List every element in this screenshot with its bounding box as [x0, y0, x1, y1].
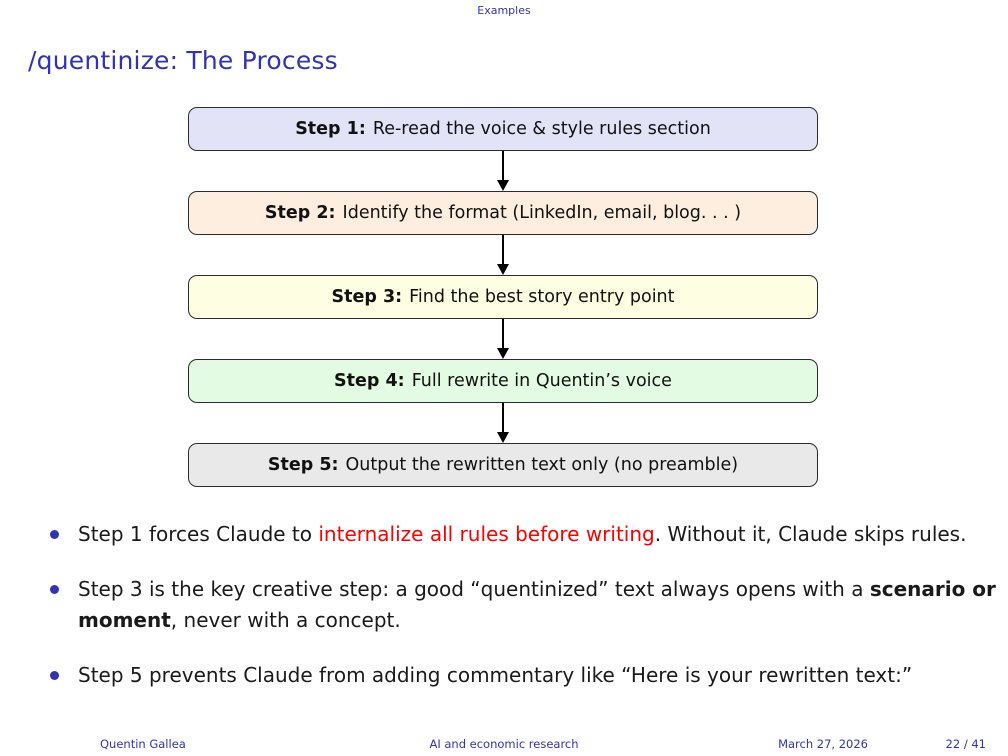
flow-step-4: [188, 359, 818, 403]
step-label: Step 3:: [331, 287, 403, 307]
text-segment: Step 3 is the key creative step: a good “quentinized” text always opens with a: [78, 577, 870, 601]
step-label: Step 1:: [295, 119, 366, 139]
section-header: Examples: [477, 4, 531, 17]
down-arrow-icon: [188, 403, 818, 443]
step-text: Full rewrite in Quentin’s voice: [411, 371, 672, 391]
bullet-marker-icon: [50, 574, 78, 636]
process-flow-diagram: [188, 107, 818, 487]
step-label: Step 5:: [267, 455, 339, 475]
step-label: Step 2:: [264, 203, 336, 223]
arrow-shaft: [502, 151, 504, 181]
arrow-head: [497, 180, 509, 191]
arrow-head: [497, 264, 509, 275]
down-arrow-icon: [188, 319, 818, 359]
arrow-head: [497, 348, 509, 359]
step-text: Identify the format (LinkedIn, email, blog. . . ): [342, 203, 742, 223]
step-text: Re-read the voice & style rules section: [372, 119, 711, 139]
down-arrow-icon: [188, 235, 818, 275]
flow-step-3: [188, 275, 818, 319]
bullet-text: [78, 660, 996, 691]
bullet-text: [78, 519, 996, 550]
footer-page-number: 22 / 41: [945, 737, 986, 751]
bullet-item-2: [50, 574, 996, 636]
footer: [0, 737, 1008, 753]
flow-step-2: [188, 191, 818, 235]
text-segment: Step 5 prevents Claude from adding commentary like “Here is your rewritten text:”: [78, 663, 913, 687]
bullet-marker-icon: [50, 660, 78, 691]
bullet-item-1: [50, 519, 996, 550]
footer-date: March 27, 2026: [778, 737, 868, 751]
bullet-list: [50, 519, 996, 715]
flow-step-1: [188, 107, 818, 151]
bullet-text: [78, 574, 996, 636]
flow-step-5: [188, 443, 818, 487]
footer-presentation-title: AI and economic research: [429, 737, 579, 751]
arrow-shaft: [502, 403, 504, 433]
step-text: Output the rewritten text only (no preamble): [345, 455, 739, 475]
bold-text-segment: scenario or moment: [78, 577, 996, 632]
step-label: Step 4:: [334, 371, 405, 391]
text-segment: , never with a concept.: [170, 608, 401, 632]
arrow-shaft: [502, 235, 504, 265]
arrow-shaft: [502, 319, 504, 349]
footer-author: Quentin Gallea: [100, 737, 186, 751]
down-arrow-icon: [188, 151, 818, 191]
step-text: Find the best story entry point: [409, 287, 675, 307]
text-segment: Step 1 forces Claude to: [78, 522, 319, 546]
page-title: /quentinize: The Process: [28, 46, 338, 75]
alert-text-segment: internalize all rules before writing: [318, 522, 655, 546]
bullet-marker-icon: [50, 519, 78, 550]
text-segment: . Without it, Claude skips rules.: [654, 522, 967, 546]
bullet-item-3: [50, 660, 996, 691]
arrow-head: [497, 432, 509, 443]
